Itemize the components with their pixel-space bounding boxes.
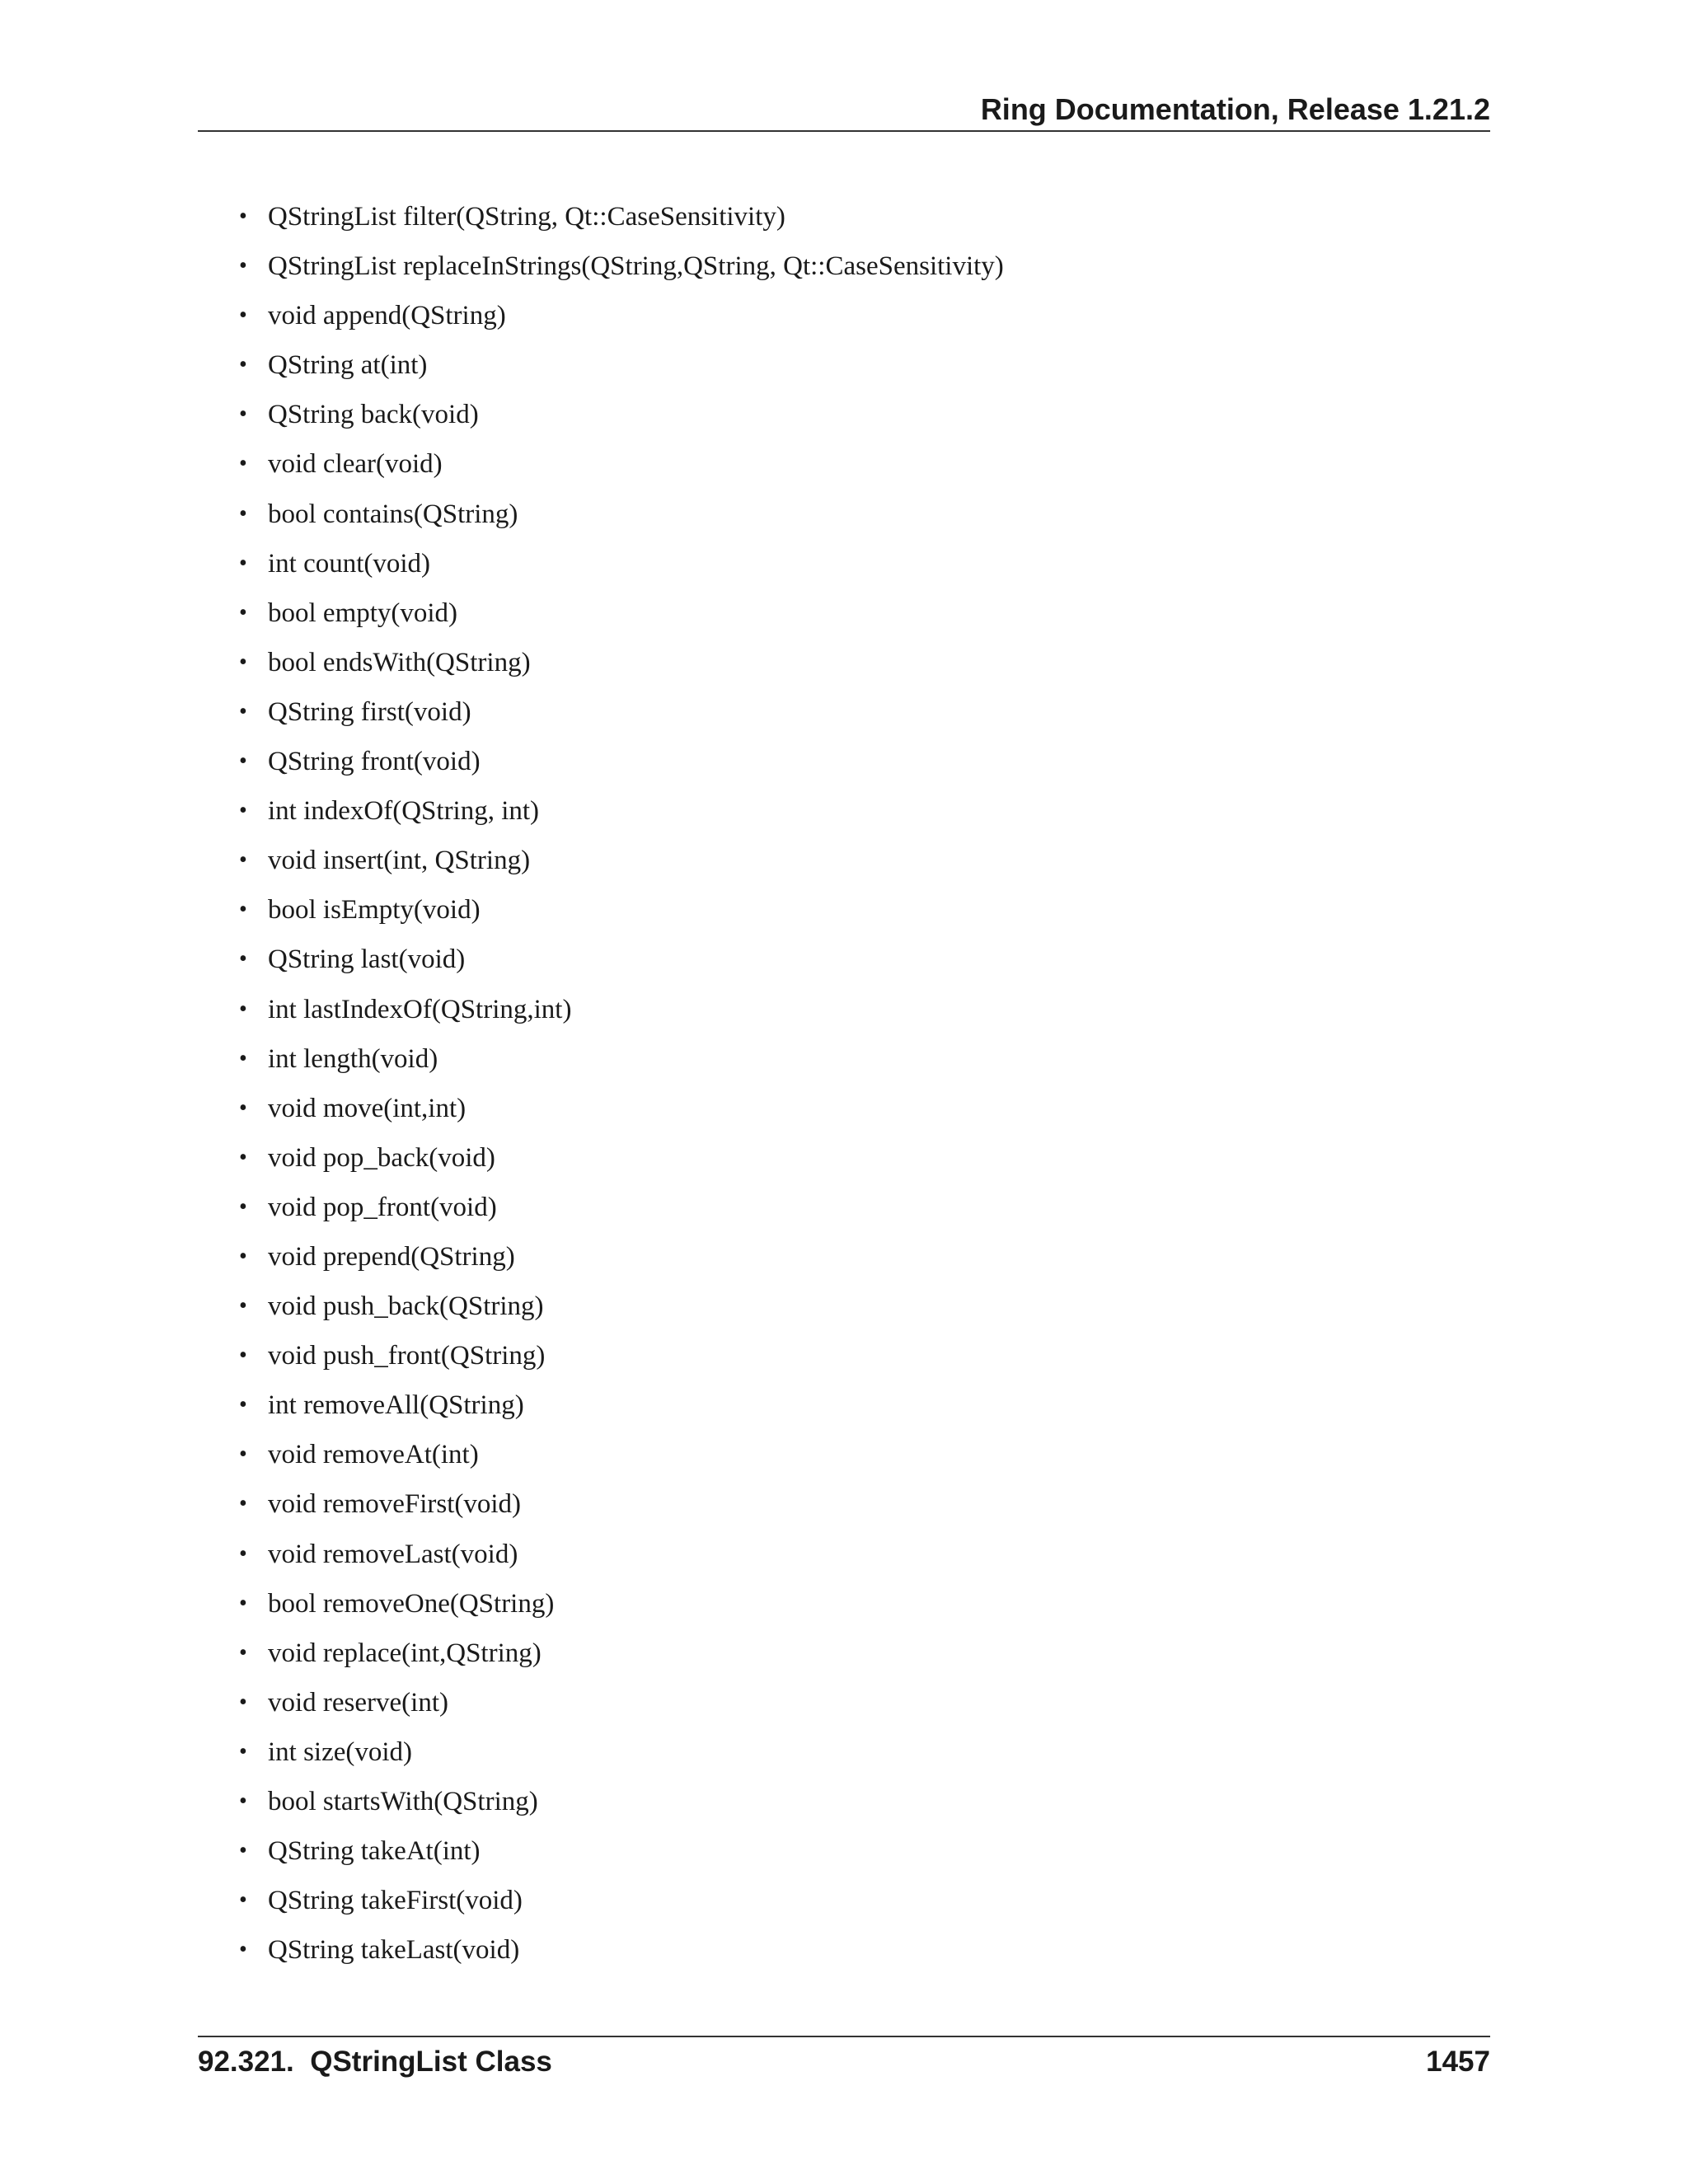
method-signature: QString takeFirst(void) <box>268 1886 523 1916</box>
method-signature: void removeAt(int) <box>268 1440 479 1470</box>
bullet-icon: • <box>239 996 247 1022</box>
page-number: 1457 <box>1426 2046 1490 2078</box>
method-signature: bool isEmpty(void) <box>268 895 481 926</box>
bullet-icon: • <box>239 1689 247 1715</box>
bullet-icon: • <box>239 401 247 428</box>
method-signature: void move(int,int) <box>268 1093 467 1123</box>
method-signature: void pop_front(void) <box>268 1192 497 1222</box>
bullet-icon: • <box>239 599 247 626</box>
bullet-icon: • <box>239 847 247 874</box>
list-item <box>239 1727 1475 1777</box>
bullet-icon: • <box>239 1094 247 1121</box>
list-item <box>239 1282 1475 1331</box>
bullet-icon: • <box>239 1937 247 1963</box>
bullet-icon: • <box>239 649 247 675</box>
method-signature: void prepend(QString) <box>268 1241 515 1272</box>
page-header <box>198 89 1490 132</box>
method-signature: int count(void) <box>268 548 431 579</box>
list-item <box>239 1084 1475 1133</box>
bullet-icon: • <box>239 1639 247 1666</box>
method-signature: void push_front(QString) <box>268 1341 546 1371</box>
method-signature: void append(QString) <box>268 301 506 331</box>
bullet-icon: • <box>239 1343 247 1369</box>
method-signature: bool empty(void) <box>268 598 458 628</box>
method-signature: QStringList replaceInStrings(QString,QString, Qt::CaseSensitivity) <box>268 251 1004 282</box>
method-signature: bool removeOne(QString) <box>268 1588 555 1619</box>
list-item <box>239 390 1475 439</box>
method-list <box>239 192 1475 1975</box>
bullet-icon: • <box>239 1788 247 1814</box>
bullet-icon: • <box>239 1738 247 1765</box>
bullet-icon: • <box>239 302 247 329</box>
list-item <box>239 588 1475 638</box>
method-signature: void removeLast(void) <box>268 1539 518 1569</box>
bullet-icon: • <box>239 1838 247 1864</box>
list-item <box>239 786 1475 836</box>
method-signature: int indexOf(QString, int) <box>268 796 540 827</box>
bullet-icon: • <box>239 204 247 229</box>
list-item <box>239 439 1475 489</box>
method-signature: void push_back(QString) <box>268 1291 544 1322</box>
bullet-icon: • <box>239 352 247 378</box>
list-item <box>239 935 1475 984</box>
bullet-icon: • <box>239 1392 247 1418</box>
list-item <box>239 885 1475 935</box>
bullet-icon: • <box>239 748 247 775</box>
list-item <box>239 985 1475 1034</box>
bullet-icon: • <box>239 1590 247 1616</box>
bullet-icon: • <box>239 1045 247 1071</box>
bullet-icon: • <box>239 1193 247 1220</box>
section-title: 92.321. QStringList Class <box>198 2046 552 2078</box>
list-item <box>239 1876 1475 1925</box>
page-footer <box>198 2036 1490 2080</box>
method-signature: bool startsWith(QString) <box>268 1787 538 1816</box>
method-signature: QString at(int) <box>268 350 428 381</box>
list-item <box>239 1678 1475 1727</box>
method-signature: QString takeAt(int) <box>268 1836 481 1867</box>
method-signature: int length(void) <box>268 1043 438 1074</box>
bullet-icon: • <box>239 1491 247 1517</box>
list-item <box>239 687 1475 737</box>
list-item <box>239 539 1475 588</box>
method-signature: void clear(void) <box>268 449 443 480</box>
list-item <box>239 1232 1475 1282</box>
list-item <box>239 291 1475 340</box>
bullet-icon: • <box>239 946 247 972</box>
document-title: Ring Documentation, Release 1.21.2 <box>980 92 1490 126</box>
bullet-icon: • <box>239 500 247 527</box>
method-signature: int lastIndexOf(QString,int) <box>268 994 572 1024</box>
list-item <box>239 1034 1475 1084</box>
list-item <box>239 1133 1475 1183</box>
list-item <box>239 836 1475 885</box>
bullet-icon: • <box>239 1243 247 1269</box>
page-content <box>239 192 1475 1975</box>
list-item <box>239 1826 1475 1876</box>
method-signature: void pop_back(void) <box>268 1142 495 1173</box>
bullet-icon: • <box>239 1441 247 1468</box>
method-signature: QString back(void) <box>268 400 479 430</box>
bullet-icon: • <box>239 1293 247 1319</box>
method-signature: QString takeLast(void) <box>268 1935 520 1966</box>
method-signature: void replace(int,QString) <box>268 1638 542 1668</box>
list-item <box>239 1777 1475 1826</box>
bullet-icon: • <box>239 798 247 824</box>
list-item <box>239 241 1475 291</box>
list-item <box>239 1530 1475 1579</box>
bullet-icon: • <box>239 698 247 724</box>
bullet-icon: • <box>239 253 247 279</box>
list-item <box>239 1579 1475 1629</box>
list-item <box>239 1331 1475 1380</box>
list-item <box>239 1380 1475 1430</box>
list-item <box>239 192 1475 241</box>
list-item <box>239 638 1475 687</box>
method-signature: QString last(void) <box>268 944 466 975</box>
list-item <box>239 1479 1475 1529</box>
method-signature: bool contains(QString) <box>268 499 518 529</box>
list-item <box>239 737 1475 786</box>
list-item <box>239 1925 1475 1975</box>
list-item <box>239 340 1475 390</box>
bullet-icon: • <box>239 451 247 477</box>
bullet-icon: • <box>239 897 247 923</box>
list-item <box>239 1183 1475 1232</box>
method-signature: QStringList filter(QString, Qt::CaseSensitivity) <box>268 202 785 232</box>
method-signature: void reserve(int) <box>268 1687 448 1718</box>
bullet-icon: • <box>239 550 247 576</box>
method-signature: int size(void) <box>268 1736 413 1767</box>
bullet-icon: • <box>239 1887 247 1914</box>
method-signature: QString first(void) <box>268 696 471 727</box>
list-item <box>239 1629 1475 1678</box>
method-signature: void insert(int, QString) <box>268 846 531 876</box>
method-signature: QString front(void) <box>268 747 481 777</box>
list-item <box>239 490 1475 539</box>
method-signature: void removeFirst(void) <box>268 1489 522 1520</box>
bullet-icon: • <box>239 1144 247 1170</box>
list-item <box>239 1430 1475 1479</box>
method-signature: int removeAll(QString) <box>268 1390 524 1421</box>
method-signature: bool endsWith(QString) <box>268 647 531 677</box>
bullet-icon: • <box>239 1540 247 1567</box>
